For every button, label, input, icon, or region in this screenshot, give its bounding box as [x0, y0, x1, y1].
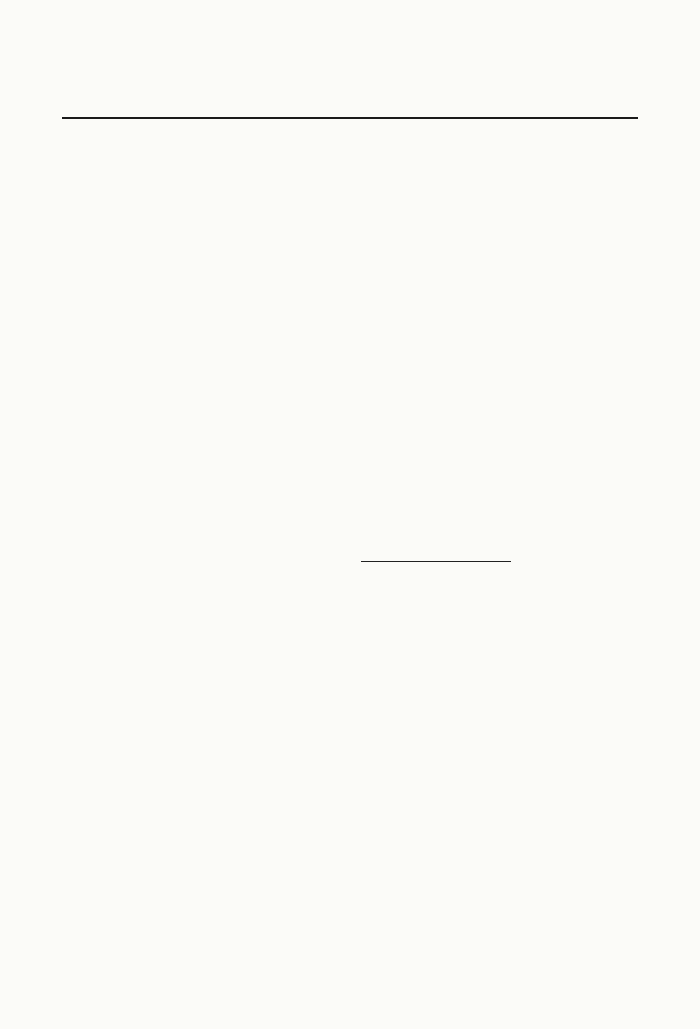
left-column [63, 356, 339, 569]
figure1-chart [374, 358, 624, 544]
abstract-block [102, 243, 608, 286]
footnote-block [361, 561, 637, 562]
right-column [361, 356, 637, 569]
footnote-rule [361, 561, 511, 562]
abstract-text [102, 243, 608, 264]
keywords-line [102, 266, 608, 287]
header-rule [62, 117, 638, 119]
two-column-body [63, 356, 637, 569]
figure-1 [361, 358, 637, 549]
